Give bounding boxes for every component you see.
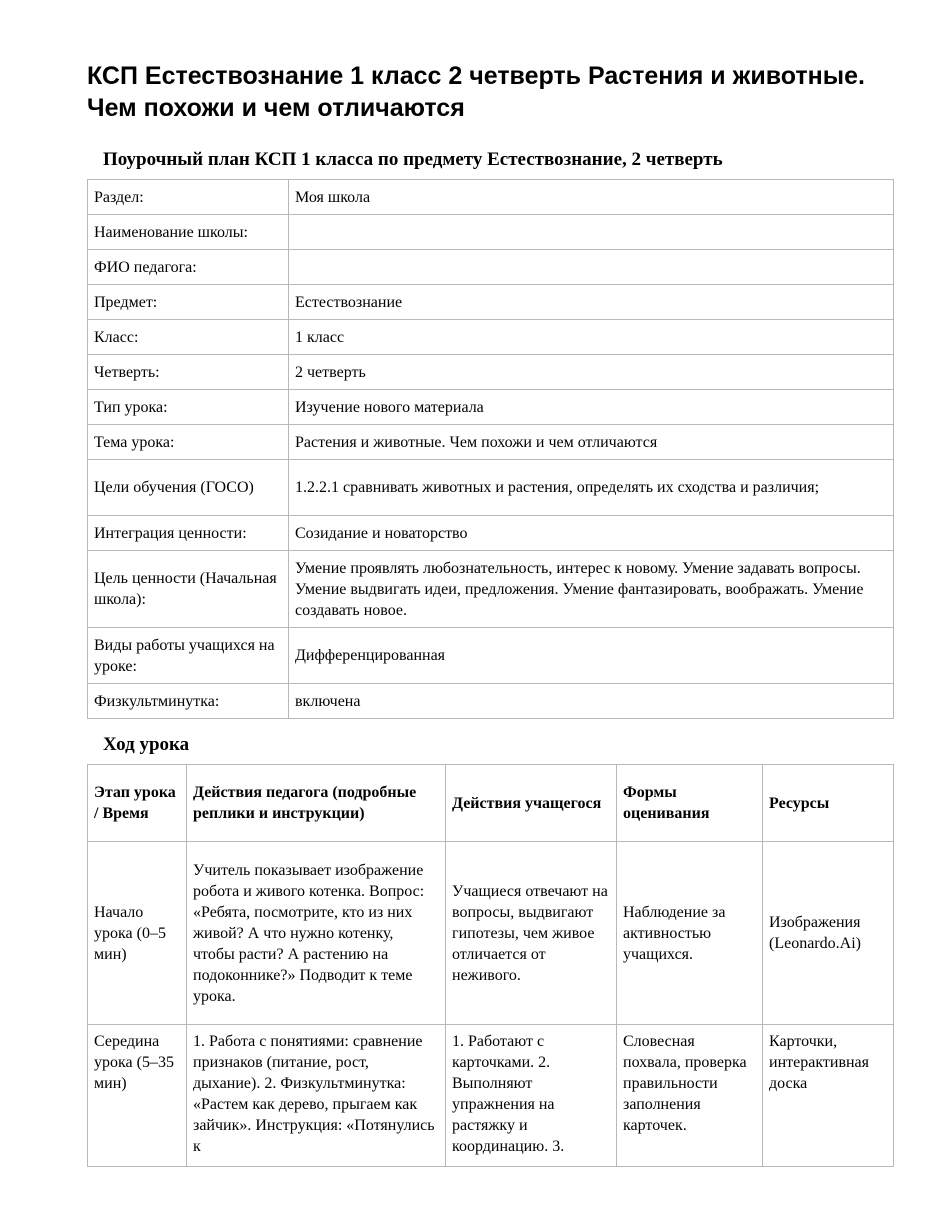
row-value: включена (289, 684, 894, 719)
plan-info-table (87, 179, 894, 719)
table-row (88, 1025, 894, 1167)
teacher-actions-cell (187, 1025, 446, 1167)
row-value (289, 250, 894, 285)
row-label: Цели обучения (ГОСО) (88, 460, 289, 516)
lesson-flow-table (87, 764, 894, 1167)
stage-cell (88, 1025, 187, 1167)
row-label: Физкультминутка: (88, 684, 289, 719)
column-header: Действия педагога (подробные реплики и инструкции) (187, 765, 446, 842)
column-header: Ресурсы (763, 765, 894, 842)
row-value: Дифференцированная (289, 628, 894, 684)
teacher-actions-text: 1. Работа с понятиями: сравнение признаков (питание, рост, дыхание). 2. Физкультминутка: «Растем как дерево, прыгаем как зайчик». Инструкция: «Потянулись к (193, 1033, 435, 1155)
table-header-row (88, 765, 894, 842)
stage-cell: Начало урока (0–5 мин) (88, 842, 187, 1025)
column-header: Действия учащегося (446, 765, 617, 842)
table-row (88, 460, 894, 516)
row-value (289, 215, 894, 250)
row-label: Цель ценности (Начальная школа): (88, 551, 289, 628)
table-row (88, 250, 894, 285)
row-label: Класс: (88, 320, 289, 355)
table-row (88, 628, 894, 684)
row-label: Предмет: (88, 285, 289, 320)
row-label: Четверть: (88, 355, 289, 390)
assessment-text: Словесная похвала, проверка правильности заполнения карточек. (623, 1033, 747, 1134)
table-row (88, 516, 894, 551)
resources-cell: Изображения (Leonardo.Ai) (763, 842, 894, 1025)
row-value: 1.2.2.1 сравнивать животных и растения, определять их сходства и различия; (289, 460, 894, 516)
table-row (88, 425, 894, 460)
row-value: Моя школа (289, 180, 894, 215)
row-label: Наименование школы: (88, 215, 289, 250)
row-label: ФИО педагога: (88, 250, 289, 285)
row-label: Раздел: (88, 180, 289, 215)
teacher-actions-cell: Учитель показывает изображение робота и живого котенка. Вопрос: «Ребята, посмотрите, кто из них живой? А что нужно котенку, чтобы расти? А растению на подоконнике?» Подводит к теме урока. (187, 842, 446, 1025)
row-value: 1 класс (289, 320, 894, 355)
table-row (88, 355, 894, 390)
row-label: Интеграция ценности: (88, 516, 289, 551)
resources-text: Карточки, интерактивная доска (769, 1033, 870, 1092)
row-label: Тип урока: (88, 390, 289, 425)
lesson-heading: Ход урока (103, 734, 190, 755)
table-row (88, 842, 894, 1025)
table-row (88, 390, 894, 425)
resources-cell (763, 1025, 894, 1167)
plan-heading: Поурочный план КСП 1 класса по предмету Естествознание, 2 четверть (103, 149, 723, 170)
row-value: Умение проявлять любознательность, интерес к новому. Умение задавать вопросы. Умение выдвигать идеи, предложения. Умение фантазировать, воображать. Умение создавать новое. (289, 551, 894, 628)
stage-text: Середина урока (5–35 мин) (94, 1033, 174, 1092)
student-actions-cell: Учащиеся отвечают на вопросы, выдвигают гипотезы, чем живое отличается от неживого. (446, 842, 617, 1025)
student-actions-text: 1. Работают с карточками. 2. Выполняют упражнения на растяжку и координацию. 3. (452, 1033, 565, 1155)
row-value: Естествознание (289, 285, 894, 320)
document-title: КСП Естествознание 1 класс 2 четверть Растения и животные. Чем похожи и чем отличаются (87, 62, 865, 122)
table-row (88, 684, 894, 719)
row-value: Созидание и новаторство (289, 516, 894, 551)
table-row (88, 320, 894, 355)
table-row (88, 180, 894, 215)
table-row (88, 285, 894, 320)
row-label: Виды работы учащихся на уроке: (88, 628, 289, 684)
table-row (88, 551, 894, 628)
row-value: 2 четверть (289, 355, 894, 390)
table-row (88, 215, 894, 250)
row-label: Тема урока: (88, 425, 289, 460)
assessment-cell (617, 1025, 763, 1167)
column-header: Формы оценивания (617, 765, 763, 842)
row-value: Растения и животные. Чем похожи и чем отличаются (289, 425, 894, 460)
column-header: Этап урока / Время (88, 765, 187, 842)
student-actions-cell (446, 1025, 617, 1167)
row-value: Изучение нового материала (289, 390, 894, 425)
assessment-cell: Наблюдение за активностью учащихся. (617, 842, 763, 1025)
